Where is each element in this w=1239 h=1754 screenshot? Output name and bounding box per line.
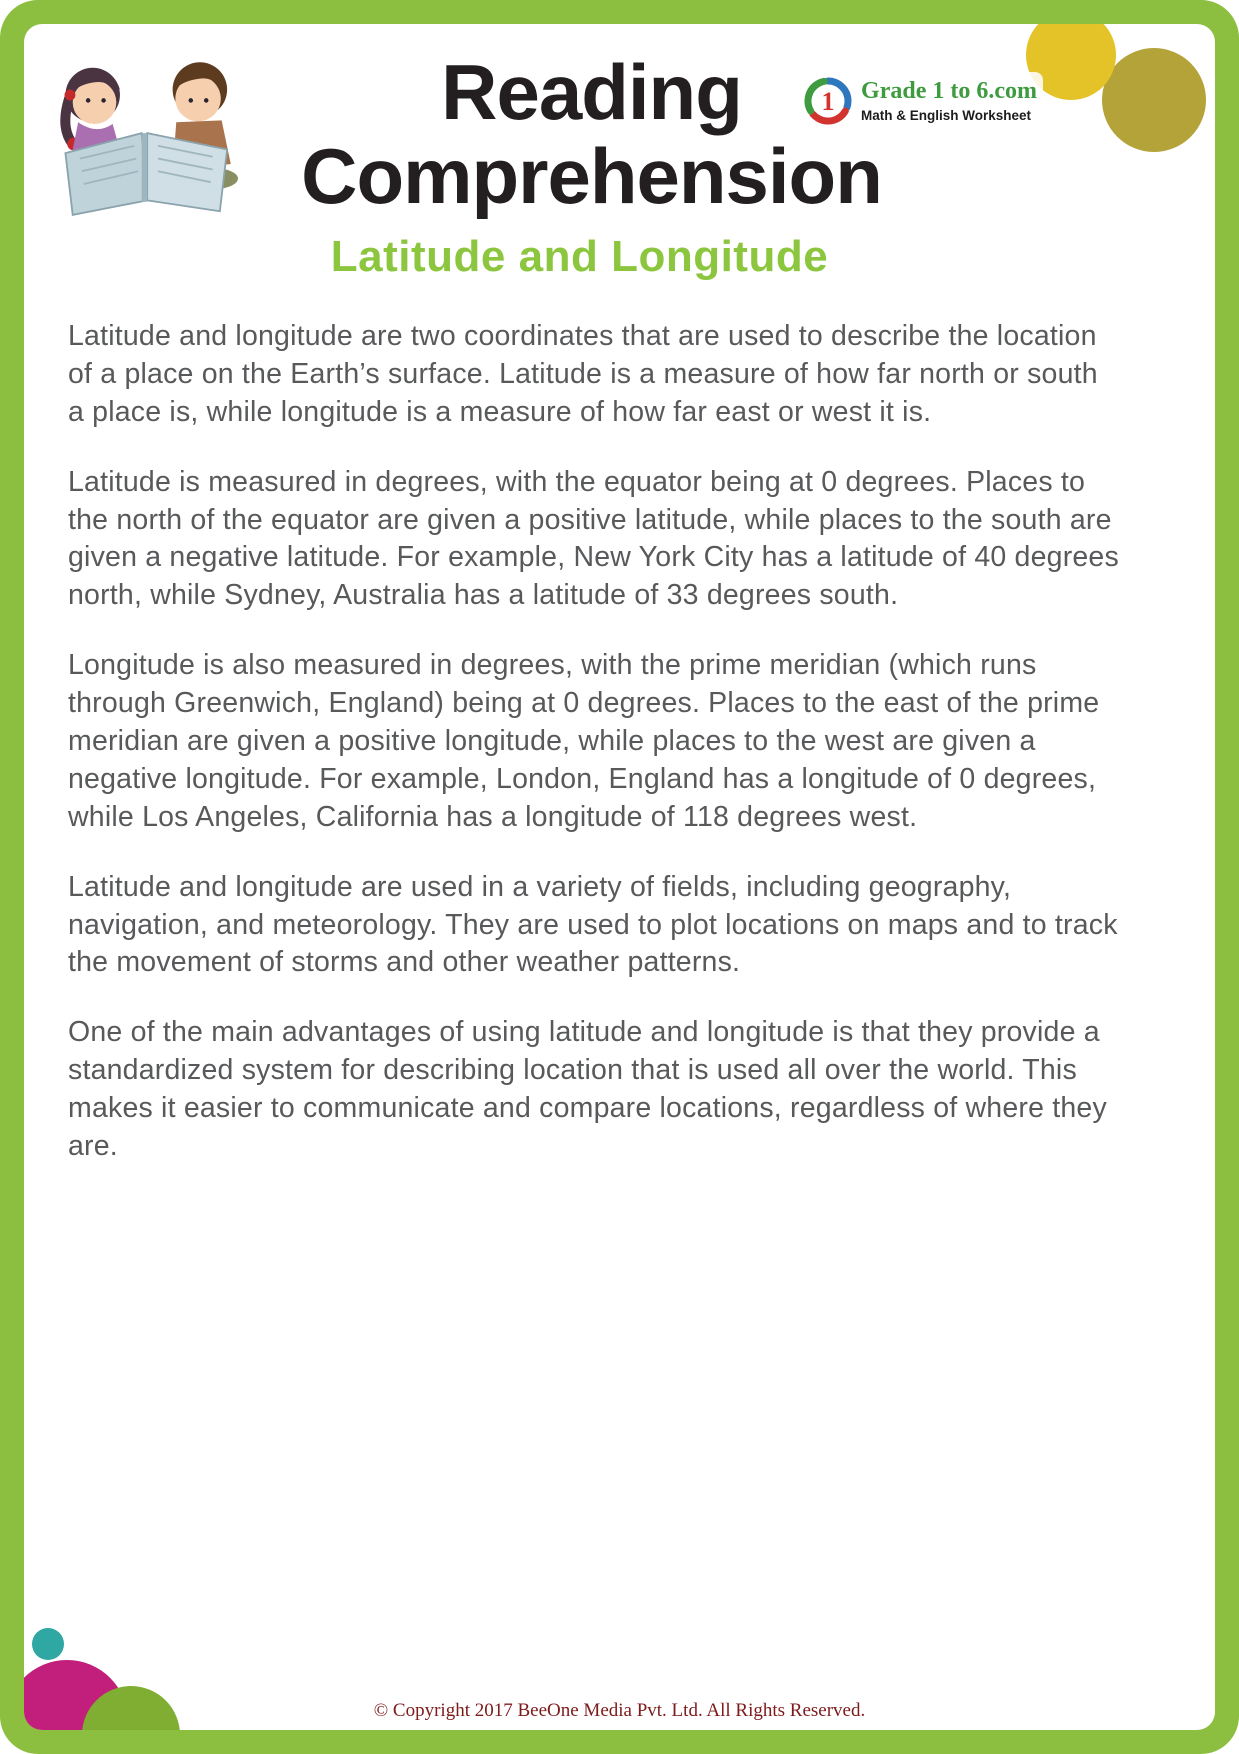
title-line-1: Reading [441, 48, 742, 136]
passage-paragraph-5: One of the main advantages of using latitude and longitude is that they provide a standardized system for describing location that is used all over the world. This makes it easier to communicate and compare locations, regardless of where they are. [68, 1016, 1107, 1163]
logo-tagline: Math & English Worksheet [861, 107, 1032, 123]
page-title [182, 50, 1002, 218]
copyright-footer: © Copyright 2017 BeeOne Media Pvt. Ltd. All Rights Reserved. [373, 1700, 866, 1721]
passage-paragraph-2: Latitude is measured in degrees, with the equator being at 0 degrees. Places to the north of the equator are given a positive latitude, while places to the south are given a negative latitude. For example, New York City has a latitude of 40 degrees north, while Sydney, Australia has a latitude of 33 degrees south. [68, 465, 1119, 612]
title-line-2: Comprehension [301, 132, 882, 220]
decor-circle-olive [1102, 48, 1206, 152]
worksheet-subtitle: Latitude and Longitude [330, 232, 829, 281]
passage-paragraph-1: Latitude and longitude are two coordinates that are used to describe the location of a place on the Earth’s surface. Latitude is a measure of how far north or south a place is, while longitude is a measure of how far east or west it is. [68, 320, 1098, 428]
passage-paragraph-3: Longitude is also measured in degrees, with the prime meridian (which runs through Greenwich, England) being at 0 degrees. Places to the east of the prime meridian are given a positive longitude, while places to the west are given a negative longitude. For example, London, England has a longitude of 0 degrees, while Los Angeles, California has a longitude of 118 degrees west. [68, 649, 1100, 833]
reading-passage [24, 282, 1215, 1166]
passage-paragraph-4: Latitude and longitude are used in a variety of fields, including geography, navigation, and meteorology. They are used to plot locations on maps and to track the movement of storms and other weather patterns. [68, 870, 1118, 979]
logo-badge-number: 1 [821, 87, 835, 116]
logo-site-name: Grade 1 to 6.com [861, 78, 1037, 105]
worksheet-page [24, 24, 1215, 1730]
decor-circle-teal [32, 1628, 64, 1660]
